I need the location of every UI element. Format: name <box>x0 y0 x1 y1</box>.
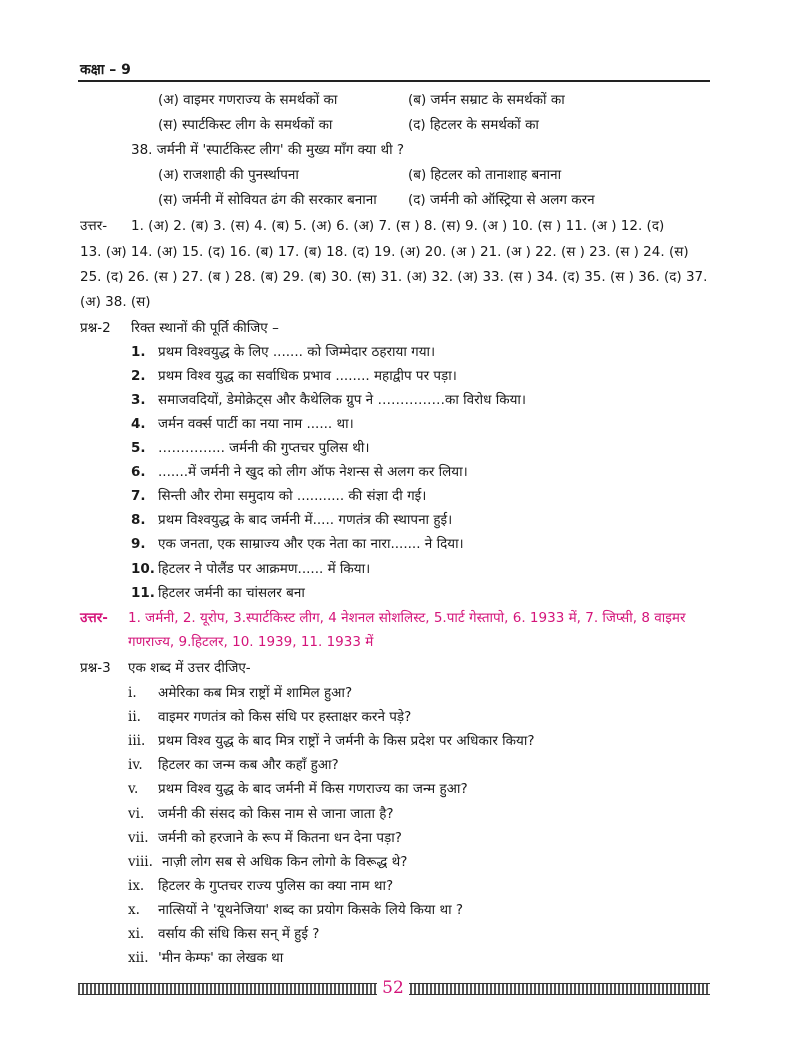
fill-item-text: प्रथम विश्वयुद्ध के लिए ....... को जिम्मेदार ठहराया गया। <box>158 344 436 360</box>
q37-option-d: (द) हिटलर के समर्थकों का <box>408 117 539 133</box>
oneword-item-number: iv. <box>128 757 143 773</box>
answers-label: उत्तर- <box>80 218 108 234</box>
fill-item-number: 4. <box>131 416 146 432</box>
section3-label: प्रश्न-3 <box>80 660 111 676</box>
section3-title: एक शब्द में उत्तर दीजिए- <box>128 660 251 676</box>
answers-line-2: 13. (अ) 14. (अ) 15. (द) 16. (ब) 17. (ब) 18. (द) 19. (अ) 20. (अ ) 21. (अ ) 22. (स ) 23. (स ) 24. (स) <box>80 244 689 260</box>
answers-line-1: 1. (अ) 2. (ब) 3. (स) 4. (ब) 5. (अ) 6. (अ) 7. (स ) 8. (स) 9. (अ ) 10. (स ) 11. (अ ) 12. (द) <box>131 218 665 234</box>
answers2-label: उत्तर- <box>80 610 108 626</box>
q37-option-c: (स) स्पार्टकिस्ट लीग के समर्थकों का <box>158 117 333 133</box>
fill-item-text: हिटलर जर्मनी का चांसलर बना <box>158 585 305 601</box>
oneword-item-number: ii. <box>128 709 141 725</box>
fill-item-number: 1. <box>131 344 146 360</box>
fill-item-text: सिन्ती और रोमा समुदाय को ........... की संज्ञा दी गई। <box>158 488 427 504</box>
oneword-item-text: हिटलर का जन्म कब और कहाँ हुआ? <box>158 757 339 773</box>
fill-item-text: प्रथम विश्वयुद्ध के बाद जर्मनी में..... गणतंत्र की स्थापना हुई। <box>158 512 453 528</box>
oneword-item-text: हिटलर के गुप्तचर राज्य पुलिस का क्या नाम था? <box>158 878 394 894</box>
answers2-line-1: 1. जर्मनी, 2. यूरोप, 3.स्पार्टकिस्ट लीग, 4 नेशनल सोशलिस्ट, 5.पार्ट गेस्तापो, 6. 1933 में, 7. जिप्सी, 8 वाइमर <box>128 610 686 626</box>
fill-item-number: 7. <box>131 488 146 504</box>
fill-item-text: समाजवदियों, डेमोक्रेट्स और कैथेलिक ग्रुप ने ……………का विरोध किया। <box>158 392 527 408</box>
fill-item-number: 2. <box>131 368 146 384</box>
oneword-item-number: x. <box>128 902 140 918</box>
q38-option-d: (द) जर्मनी को ऑस्ट्रिया से अलग करन <box>408 192 595 208</box>
q37-option-a: (अ) वाइमर गणराज्य के समर्थकों का <box>158 92 338 108</box>
fill-item-number: 8. <box>131 512 146 528</box>
q38-question: 38. जर्मनी में 'स्पार्टकिस्ट लीग' की मुख्य माँग क्या थी ? <box>131 142 405 158</box>
fill-item-text: हिटलर ने पोलैंड पर आक्रमण...... में किया। <box>158 561 371 577</box>
fill-item-number: 9. <box>131 536 146 552</box>
class-label: कक्षा – 9 <box>80 62 131 78</box>
fill-item-number: 11. <box>131 585 155 601</box>
oneword-item-text: प्रथम विश्व युद्ध के बाद मित्र राष्ट्रों ने जर्मनी के किस प्रदेश पर अधिकार किया? <box>158 733 535 749</box>
oneword-item-number: xii. <box>128 950 149 966</box>
oneword-item-number: xi. <box>128 926 145 942</box>
oneword-item-number: v. <box>128 781 139 797</box>
section2-label: प्रश्न-2 <box>80 320 111 336</box>
oneword-item-number: viii. <box>128 854 153 870</box>
oneword-item-number: vi. <box>128 806 145 822</box>
oneword-item-text: नात्सियों ने 'यूथनेजिया' शब्द का प्रयोग किसके लिये किया था ? <box>158 902 464 918</box>
oneword-item-text: अमेरिका कब मित्र राष्ट्रों में शामिल हुआ? <box>158 685 353 701</box>
header-divider <box>78 80 710 82</box>
oneword-item-text: जर्मनी की संसद को किस नाम से जाना जाता है? <box>158 806 394 822</box>
oneword-item-number: vii. <box>128 830 149 846</box>
fill-item-text: एक जनता, एक साम्राज्य और एक नेता का नारा....... ने दिया। <box>158 536 464 552</box>
answers2-line-2: गणराज्य, 9.हिटलर, 10. 1939, 11. 1933 में <box>128 634 374 650</box>
oneword-item-text: वाइमर गणतंत्र को किस संधि पर हस्ताक्षर करने पड़े? <box>158 709 412 725</box>
oneword-item-text: वर्साय की संधि किस सन् में हुई ? <box>158 926 320 942</box>
answers-line-4: (अ) 38. (स) <box>80 294 151 310</box>
fill-item-text: प्रथम विश्व युद्ध का सर्वाधिक प्रभाव ........ महाद्वीप पर पड़ा। <box>158 368 457 384</box>
oneword-item-number: i. <box>128 685 137 701</box>
page-number: 52 <box>377 974 409 1002</box>
fill-item-text: …………... जर्मनी की गुप्तचर पुलिस थी। <box>158 440 370 456</box>
q38-option-a: (अ) राजशाही की पुनर्स्थापना <box>158 167 299 183</box>
oneword-item-text: नाज़ी लोग सब से अधिक किन लोगो के विरूद्ध थे? <box>162 854 408 870</box>
oneword-item-text: 'मीन केम्फ' का लेखक था <box>158 950 284 966</box>
fill-item-text: .......में जर्मनी ने खुद को लीग ऑफ नेशन्स से अलग कर लिया। <box>158 464 468 480</box>
answers-line-3: 25. (द) 26. (स ) 27. (ब ) 28. (ब) 29. (ब) 30. (स) 31. (अ) 32. (अ) 33. (स ) 34. (द) 35. (स ) 36. (द) 37. <box>80 269 708 285</box>
oneword-item-text: प्रथम विश्व युद्ध के बाद जर्मनी में किस गणराज्य का जन्म हुआ? <box>158 781 468 797</box>
fill-item-number: 3. <box>131 392 146 408</box>
section2-title: रिक्त स्थानों की पूर्ति कीजिए – <box>131 320 279 336</box>
fill-item-number: 6. <box>131 464 146 480</box>
fill-item-text: जर्मन वर्क्स पार्टी का नया नाम ...... था। <box>158 416 354 432</box>
oneword-item-text: जर्मनी को हरजाने के रूप में कितना धन देना पड़ा? <box>158 830 402 846</box>
oneword-item-number: ix. <box>128 878 145 894</box>
fill-item-number: 5. <box>131 440 146 456</box>
oneword-item-number: iii. <box>128 733 146 749</box>
q37-option-b: (ब) जर्मन सम्राट के समर्थकों का <box>408 92 565 108</box>
q38-option-b: (ब) हिटलर को तानाशाह बनाना <box>408 167 562 183</box>
q38-option-c: (स) जर्मनी में सोवियत ढंग की सरकार बनाना <box>158 192 377 208</box>
fill-item-number: 10. <box>131 561 155 577</box>
